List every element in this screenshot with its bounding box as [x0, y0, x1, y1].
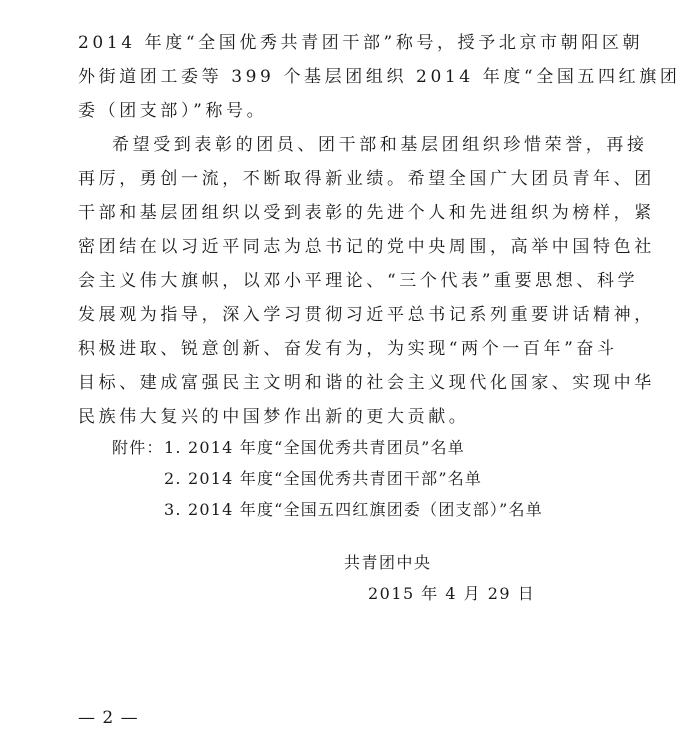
text-line: 委（团支部）”称号。 — [78, 101, 268, 121]
text-line: 发展观为指导，深入学习贯彻习近平总书记系列重要讲话精神， — [78, 305, 655, 325]
page-number: — 2 — — [78, 708, 139, 728]
text-line: 密团结在以习近平同志为总书记的党中央周围，高举中国特色社 — [78, 237, 655, 257]
text-line: 再厉，勇创一流，不断取得新业绩。希望全国广大团员青年、团 — [78, 169, 655, 189]
attachment-item: 3. 2014 年度“全国五四红旗团委（团支部）”名单 — [164, 500, 543, 519]
attachment-item: 1. 2014 年度“全国优秀共青团员”名单 — [164, 438, 465, 457]
issue-date: 2015 年 4 月 29 日 — [368, 584, 536, 603]
text-line: 会主义伟大旗帜，以邓小平理论、“三个代表”重要思想、科学 — [78, 271, 639, 291]
text-line: 外街道团工委等 399 个基层团组织 2014 年度“全国五四红旗团 — [78, 67, 680, 87]
text-line: 希望受到表彰的团员、团干部和基层团组织珍惜荣誉，再接 — [112, 135, 648, 155]
text-line: 2014 年度“全国优秀共青团干部”称号，授予北京市朝阳区朝 — [78, 33, 644, 53]
text-line: 干部和基层团组织以受到表彰的先进个人和先进组织为榜样，紧 — [78, 203, 655, 223]
issuing-organization: 共青团中央 — [344, 553, 432, 572]
attachment-item: 2. 2014 年度“全国优秀共青团干部”名单 — [164, 469, 483, 488]
text-line: 目标、建成富强民主文明和谐的社会主义现代化国家、实现中华 — [78, 373, 655, 393]
text-line: 积极进取、锐意创新、奋发有为，为实现“两个一百年”奋斗 — [78, 339, 618, 359]
text-line: 民族伟大复兴的中国梦作出新的更大贡献。 — [78, 407, 470, 427]
attachments-label: 附件： — [112, 438, 164, 457]
